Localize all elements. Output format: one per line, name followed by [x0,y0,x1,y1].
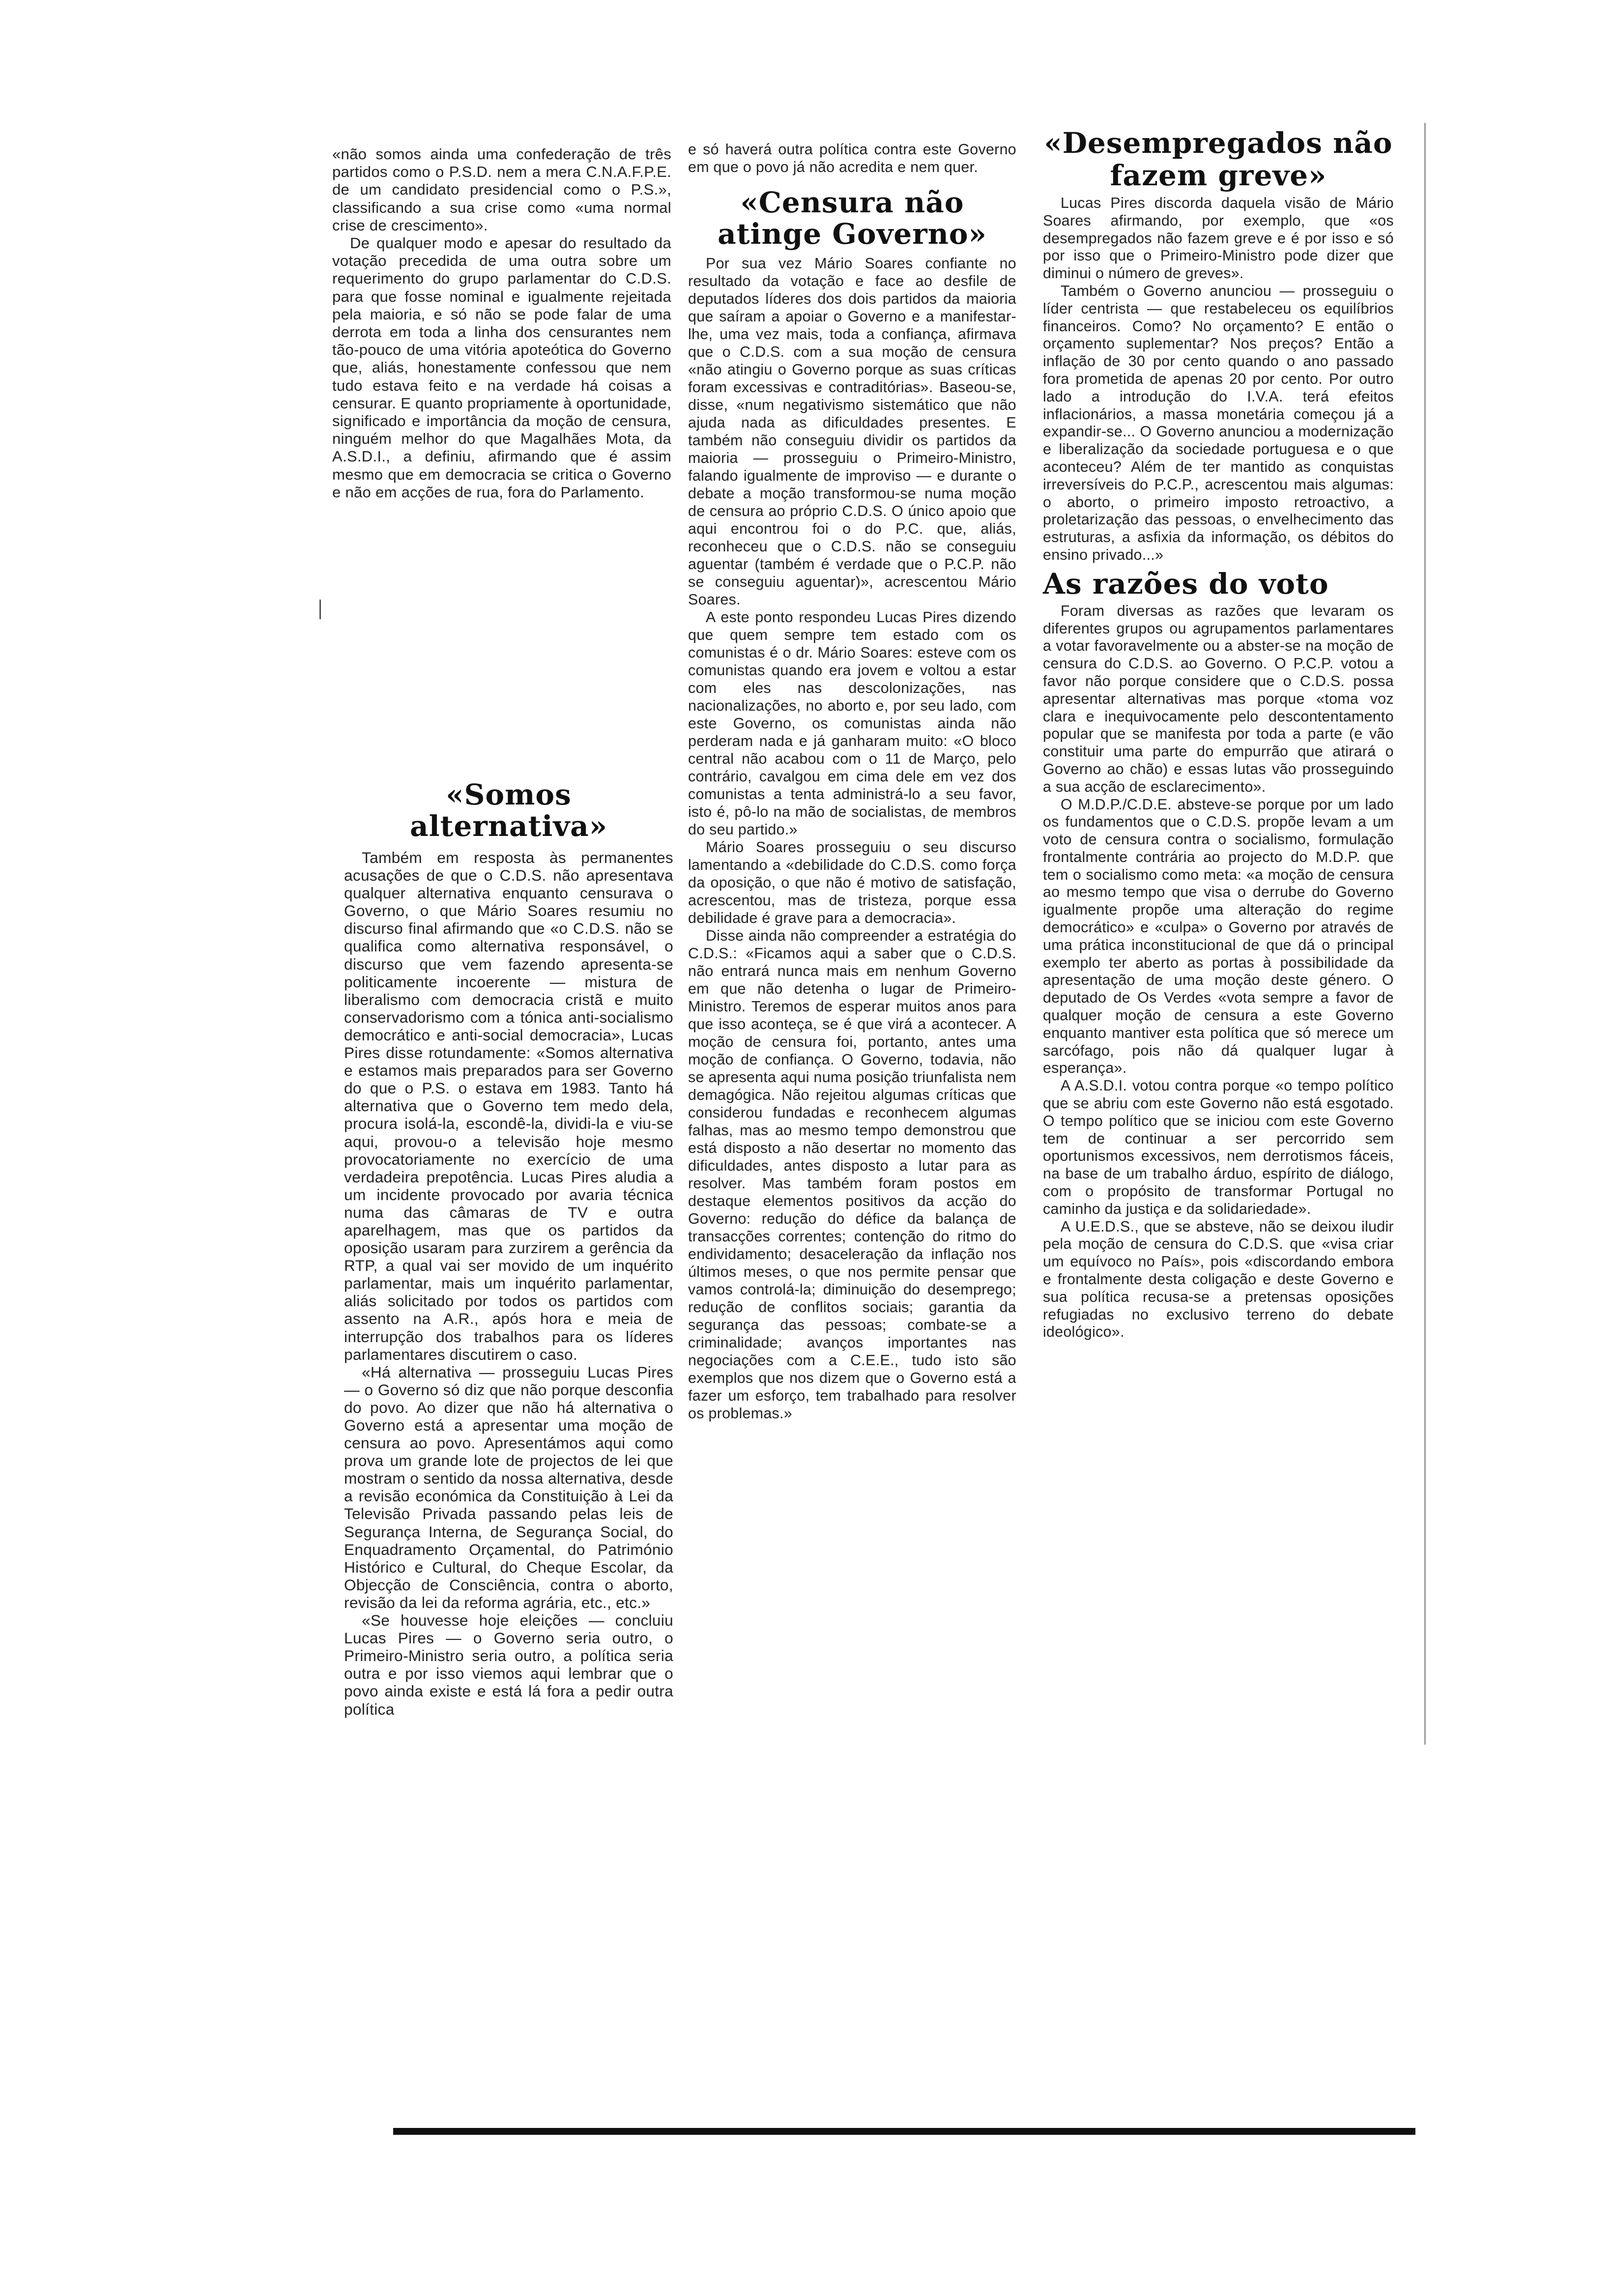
paragraph: A A.S.D.I. votou contra porque «o tempo político que se abriu com este Governo não está esgotado. O tempo político que se iniciou com este Governo tem de continuar a ser percorrido sem oportunismos excessivos, nem derrotismos fáceis, na base de um trabalho árduo, espírito de diálogo, com o propósito de transformar Portugal no caminho da justiça e da solidariedade». [1043,1077,1394,1217]
paragraph: Por sua vez Mário Soares confiante no resultado da votação e face ao desfile de deputados líderes dos dois partidos da maioria que saíram a apoiar o Governo e a manifestar-lhe, uma vez mais, toda a confiança, afirmava que o C.D.S. com a sua moção de censura «não atingiu o Governo porque as suas críticas foram excessivas e contraditórias». Baseou-se, disse, «num negativismo sistemático que não ajuda nada as dificuldades presentes. E também não conseguiu dividir os partidos da maioria — prosseguiu o Primeiro-Ministro, falando igualmente de improviso — e durante o debate a moção transformou-se numa moção de censura ao próprio C.D.S. O único apoio que aqui encontrou foi o do P.C. que, aliás, reconheceu que o C.D.S. não se conseguiu aguentar (também é verdade que o P.C.P. não se conseguiu aguentar)», acrescentou Mário Soares. [688,255,1016,608]
paragraph: De qualquer modo e apesar do resultado da votação precedida de uma outra sobre um requerimento do grupo parlamentar do C.D.S. para que fosse nominal e igualmente rejeitada pela maioria, e só não se pode falar de uma derrota em toda a linha dos censurantes nem tão-pouco de uma vitória apoteótica do Governo que, aliás, honestamente confessou que nem tudo estava feito e na verdade há coisas a censurar. E quanto propriamente à oportunidade, significado e importância da moção de censura, ninguém melhor do que Magalhães Mota, da A.S.D.I., a definiu, afirmando que é assim mesmo que em democracia se critica o Governo e não em acções de rua, fora do Parlamento. [332,234,671,501]
section-heading: As razões do voto [1043,567,1329,601]
bottom-rule [393,2128,1415,2135]
paragraph: «Há alternativa — prosseguiu Lucas Pires — o Governo só diz que não porque desconfia do povo. Ao dizer que não há alternativa o Governo está a apresentar uma moção de censura ao povo. Apresentámos aqui como prova um grande lote de projectos de lei que mostram o sentido da nossa alternativa, desde a revisão económica da Constituição à Lei da Televisão Privada passando pelas leis de Segurança Interna, de Segurança Social, do Enquadramento Orçamental, do Património Histórico e Cultural, do Cheque Escolar, da Objecção de Consciência, contra o aborto, revisão da lei da reforma agrária, etc., etc.» [344,1363,673,1611]
paragraph: A este ponto respondeu Lucas Pires dizendo que quem sempre tem estado com os comunistas é o dr. Mário Soares: esteve com os comunistas quando era jovem e voltou a estar com eles nas descolonizações, nas nacionalizações, no aborto e, por seu lado, com este Governo, os comunistas ainda não perderam nada e já ganharam muito: «O bloco central não acabou com o 11 de Março, pelo contrário, cavalgou em cima dele em vez dos comunistas a tenta administrá-lo a seu favor, isto é, pô-lo na mão de socialistas, de membros do seu partido.» [688,609,1016,838]
paragraph: «Se houvesse hoje eleições — concluiu Lucas Pires — o Governo seria outro, o Primeiro-Ministro seria outro, a política seria outra e por isso viemos aqui lembrar que o povo ainda existe e está lá fora a pedir outra política [344,1611,673,1718]
column-2 [344,779,673,1718]
paragraph: A U.E.D.S., que se absteve, não se deixou iludir pela moção de censura do C.D.S. que «visa criar um equívoco no País», pois «discordando embora e frontalmente desta coligação e deste Governo e sua política recusa-se a pretensas oposições refugiadas no exclusivo terreno do debate ideológico». [1043,1218,1394,1341]
column-3 [688,141,1016,1422]
paragraph: Foram diversas as razões que levaram os diferentes grupos ou agrupamentos parlamentares a votar favoravelmente ou a abster-se na moção de censura do C.D.S. ao Governo. O P.C.P. votou a favor não porque considere que o C.D.S. possa apresentar alternativas mas porque «toma voz clara e inequivocamente pelo descontentamento popular que se manifesta por toda a parte (e vão constituir uma parte do empurrão que atirará o Governo ao chão) e essas lutas vão prosseguindo a sua acção de esclarecimento». [1043,602,1394,795]
column-1 [332,145,671,501]
column-4 [1043,127,1394,1341]
paragraph: Também em resposta às permanentes acusações de que o C.D.S. não apresentava qualquer alternativa enquanto censurava o Governo, o que Mário Soares resumiu no discurso final afirmando que «o C.D.S. não se qualifica como alternativa responsável, o discurso que vem fazendo apresenta-se politicamente incoerente — mistura de liberalismo com democracia cristã e muito conservadorismo com a tónica anti-socialismo democrático e anti-social democracia», Lucas Pires disse rotundamente: «Somos alternativa e estamos mais preparados para ser Governo do que o P.S. o estava em 1983. Tanto há alternativa que o Governo tem medo dela, procura isolá-la, escondê-la, dividi-la e viu-se aqui, provou-o a televisão hoje mesmo provocatoriamente no exercício de uma verdadeira prepotência. Lucas Pires aludia a um incidente provocado por avaria técnica numa das câmaras de TV e outra aparelhagem, mas que os partidos da oposição usaram para zurzirem a gerência da RTP, a qual vai ser movido de um inquérito parlamentar, mais um inquérito parlamentar, aliás solicitado por todos os partidos com assento na A.R., após hora e meia de interrupção dos trabalhos para os líderes parlamentares discutirem o caso. [344,849,673,1363]
paragraph: Mário Soares prosseguiu o seu discurso lamentando a «debilidade do C.D.S. como força da oposição, o que não é motivo de satisfação, acrescentou, mas de tristeza, porque essa debilidade é grave para a democracia». [688,839,1016,926]
paragraph: «não somos ainda uma confederação de três partidos como o P.S.D. nem a mera C.N.A.F.P.E. de um candidato presidencial como o P.S.», classificando a sua crise como «uma normal crise de crescimento». [332,145,671,234]
margin-mark [319,600,321,619]
paragraph: O M.D.P./C.D.E. absteve-se porque por um lado os fundamentos que o C.D.S. propõe levam a um voto de censura contra o socialismo, formulação frontalmente contrária ao projecto do M.D.P. que tem o socialismo como meta: «a moção de censura ao mesmo tempo que visa o derrube do Governo igualmente propõe uma alteração do regime democrático» e «culpa» o Governo por através de uma prática inconstitucional de que dá o principal exemplo ter aberto as portas à possibilidade da apresentação de uma moção deste género. O deputado de Os Verdes «vota sempre a favor de qualquer moção de censura a este Governo enquanto mantiver esta política que só merece um sarcófago, pois não dá qualquer lugar à esperança». [1043,796,1394,1077]
paragraph: Também o Governo anunciou — prosseguiu o líder centrista — que restabeleceu os equilíbrios financeiros. Como? No orçamento? E então o orçamento suplementar? Nos preços? Então a inflação de 30 por cento quando o ano passado fora prometida de apenas 20 por cento. Por outro lado a introdução do I.V.A. terá efeitos inflacionários, a massa monetária começou já a expandir-se... O Governo anunciou a modernização e liberalização da sociedade portuguesa e o que aconteceu? Além de ter mantido as conquistas irreversíveis do P.C.P., acrescentou mais algumas: o aborto, o primeiro imposto retroactivo, a proletarização das pessoas, o envelhecimento das estruturas, a asfixia da informação, os débitos do ensino privado...» [1043,282,1394,563]
clipping-edge [1424,123,1426,1745]
paragraph: e só haverá outra política contra este Governo em que o povo já não acredita e nem quer. [688,141,1016,175]
paragraph: Lucas Pires discorda daquela visão de Mário Soares afirmando, por exemplo, que «os desempregados não fazem greve e é por isso e só por isso que o Primeiro-Ministro pode dizer que diminui o número de greves». [1043,195,1394,282]
section-heading: «Desempregados não fazem greve» [1044,126,1393,192]
section-heading: «Somos alternativa» [410,778,607,843]
paragraph: Disse ainda não compreender a estratégia do C.D.S.: «Ficamos aqui a saber que o C.D.S. não entrará nunca mais em nenhum Governo em que não detenha o lugar de Primeiro-Ministro. Teremos de esperar muitos anos para que isso aconteça, se é que virá a acontecer. A moção de censura foi, portanto, antes uma moção de confiança. O Governo, todavia, não se apresenta aqui numa posição triunfalista nem demagógica. Não rejeitou algumas críticas que considerou fundadas e reconhecem algumas falhas, mas ao mesmo tempo demonstrou que está disposto a não desertar no momento das dificuldades, antes disposto a lutar para as resolver. Mas também foram postos em destaque elementos positivos da acção do Governo: redução do défice da balança de transacções correntes; contenção do ritmo do endividamento; desaceleração da inflação nos últimos meses, o que nos permite pensar que vamos controlá-la; diminuição do desemprego; redução de conflitos sociais; garantia da segurança das pessoas; combate-se a criminalidade; avanços importantes nas negociações com a C.E.E., tudo isto são exemplos que nos dizem que o Governo está a fazer um esforço, tem trabalhado para resolver os problemas.» [688,927,1016,1422]
section-heading: «Censura não atinge Governo» [718,186,987,251]
